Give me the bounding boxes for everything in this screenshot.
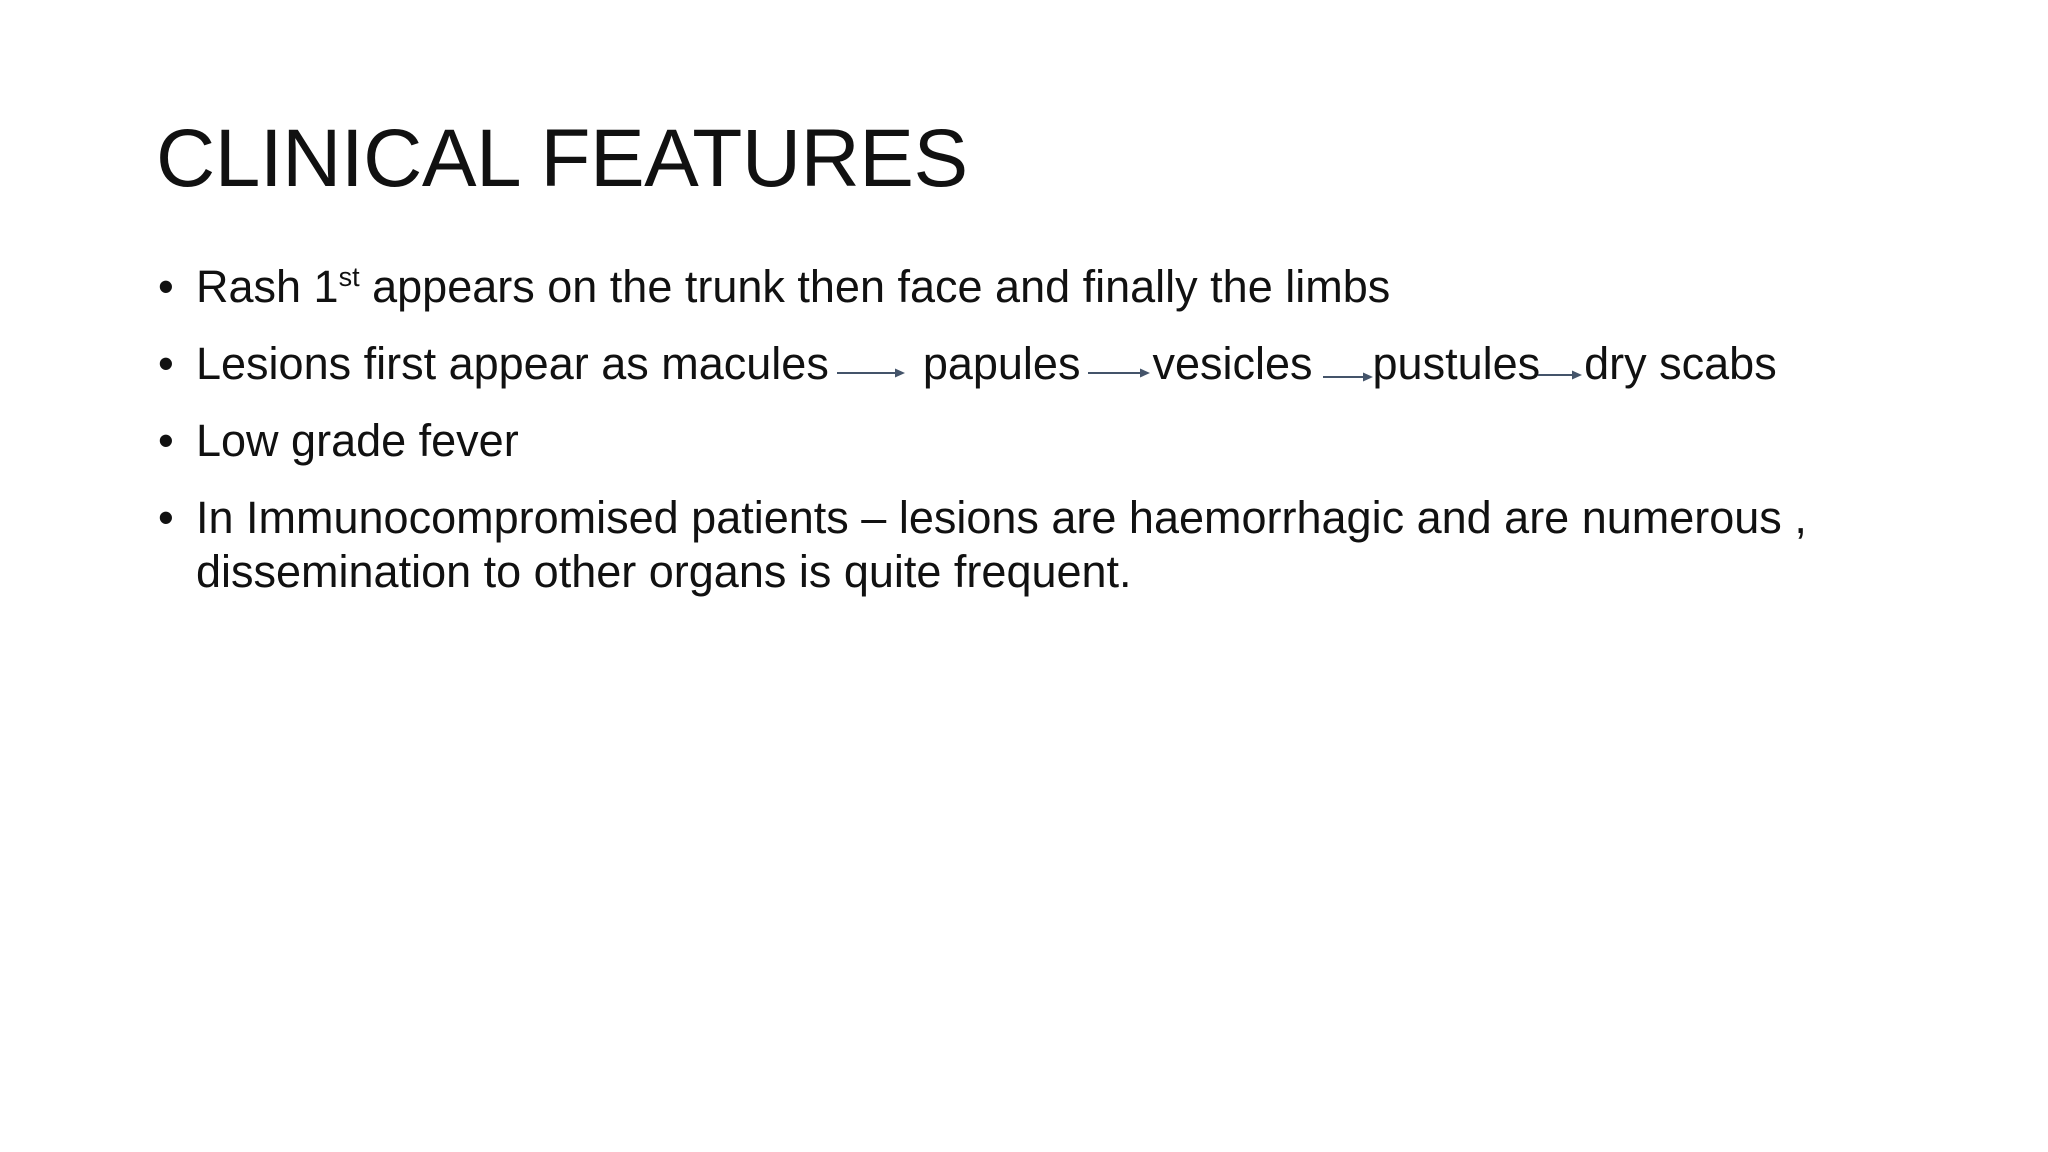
bullet-item-fever [156, 414, 1946, 468]
bullet-dot: • [158, 338, 174, 389]
stage-pustules: pustules [1372, 338, 1541, 389]
ordinal-superscript: st [338, 262, 360, 292]
rash-suffix: appears on the trunk then face and finally the limbs [359, 261, 1391, 312]
stage-vesicles: vesicles [1152, 338, 1313, 389]
bullet-list [156, 260, 1946, 622]
right-arrow-icon [1323, 371, 1373, 383]
right-arrow-icon [837, 367, 905, 379]
bullet-text: In Immunocompromised patients – lesions are haemorrhagic and are numerous , dissemination to other organs is quite frequent. [196, 492, 1807, 597]
right-arrow-icon [1538, 369, 1582, 381]
slide-title: CLINICAL FEATURES [156, 113, 968, 204]
lesions-lead: Lesions first appear as macules [196, 338, 829, 389]
bullet-text [196, 338, 1777, 389]
bullet-item-rash [156, 260, 1946, 314]
bullet-dot: • [158, 492, 174, 543]
stage-papules: papules [922, 338, 1081, 389]
rash-prefix: Rash 1 [196, 261, 339, 312]
bullet-dot: • [158, 261, 174, 312]
bullet-item-lesions [156, 337, 1946, 391]
stage-dry-scabs: dry scabs [1584, 338, 1777, 389]
bullet-item-immunocompromised [156, 491, 1946, 599]
bullet-dot: • [158, 415, 174, 466]
right-arrow-icon [1088, 367, 1150, 379]
bullet-text: Low grade fever [196, 415, 519, 466]
bullet-text [196, 261, 1390, 312]
